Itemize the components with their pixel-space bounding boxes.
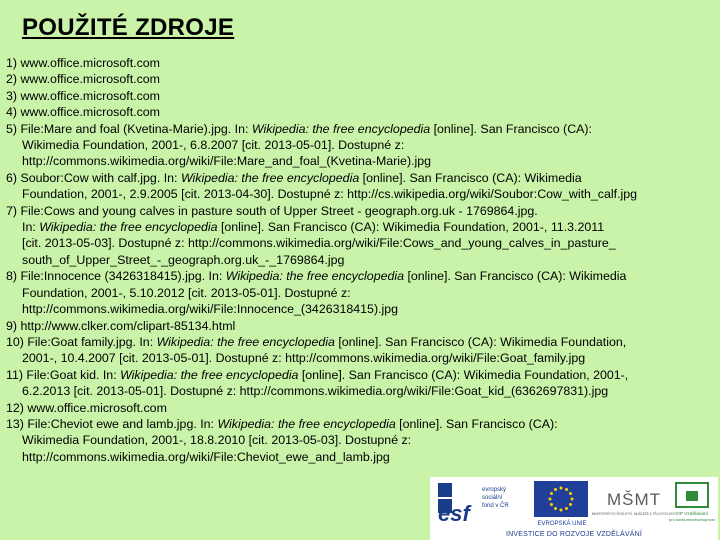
reference-text: 6.2.2013 [cit. 2013-05-01]. Dostupné z: http://commons.wikimedia.org/wiki/File:Goat_kid_(6362697831).jpg — [22, 384, 609, 399]
eu-star — [549, 498, 552, 501]
eu-star — [554, 507, 557, 510]
reference-continuation — [6, 350, 718, 366]
reference-continuation — [6, 449, 718, 465]
reference-text: [online]. San Francisco (CA): — [430, 121, 592, 136]
reference-item — [6, 88, 718, 104]
esf-text-3: fond v ČR — [482, 503, 509, 509]
op-text-1: OP Vzdělávání — [676, 512, 708, 517]
reference-item — [6, 416, 718, 432]
reference-text: [online]. San Francisco (CA): — [395, 416, 558, 431]
reference-item — [6, 170, 718, 186]
funding-logo-bar — [430, 477, 718, 540]
eu-star — [554, 488, 557, 491]
reference-continuation — [6, 432, 718, 448]
eu-star — [560, 487, 563, 490]
reference-source-title: Wikipedia: the free encyclopedia — [225, 269, 405, 284]
reference-text: http://commons.wikimedia.org/wiki/File:Innocence_(3426318415).jpg — [22, 302, 399, 317]
reference-item — [6, 121, 718, 137]
reference-text: south_of_Upper_Street_-_geograph.org.uk_-_1769864.jpg — [22, 252, 345, 267]
eu-star — [560, 509, 563, 512]
reference-text: Foundation, 2001-, 2.9.2005 [cit. 2013-04-30]. Dostupné z: http://cs.wikipedia.org/wiki/Soubor:Cow_with_calf.jpg — [22, 187, 638, 202]
reference-item — [6, 400, 718, 416]
eu-star — [550, 503, 553, 506]
reference-item — [6, 318, 718, 334]
reference-text: [online]. San Francisco (CA): Wikimedia — [359, 170, 582, 185]
reference-text: 13) File:Cheviot ewe and lamb.jpg. In: — [6, 416, 218, 431]
reference-continuation — [6, 301, 718, 317]
reference-text: [online]. San Francisco (CA): Wikimedia Foundation, 2001-, — [298, 367, 629, 382]
reference-continuation — [6, 186, 718, 202]
reference-source-title: Wikipedia: the free encyclopedia — [156, 334, 335, 349]
eu-star — [565, 507, 568, 510]
eu-star — [550, 492, 553, 495]
page-title: POUŽITÉ ZDROJE — [22, 14, 235, 41]
eu-star — [569, 492, 572, 495]
reference-item — [6, 367, 718, 383]
reference-list — [6, 55, 718, 465]
esf-logo — [436, 479, 516, 527]
reference-text: Wikimedia Foundation, 2001-, 6.8.2007 [cit. 2013-05-01]. Dostupné z: — [22, 138, 405, 153]
reference-item — [6, 104, 718, 120]
reference-item — [6, 55, 718, 71]
reference-continuation — [6, 235, 718, 251]
esf-text-1: evropský — [482, 487, 507, 493]
reference-text: 5) File:Mare and foal (Kvetina-Marie).jpg. In: — [6, 121, 252, 136]
eu-flag-logo — [526, 479, 598, 527]
reference-text: 4) www.office.microsoft.com — [6, 105, 161, 120]
reference-continuation — [6, 153, 718, 169]
reference-text: 1) www.office.microsoft.com — [6, 56, 161, 70]
reference-text: 2) www.office.microsoft.com — [6, 72, 161, 87]
reference-text: [cit. 2013-05-03]. Dostupné z: http://commons.wikimedia.org/wiki/File:Cows_and_young_calves_in_pasture_ — [22, 236, 616, 251]
op-logo — [668, 479, 716, 527]
reference-continuation — [6, 383, 718, 399]
reference-source-title: Wikipedia: the free encyclopedia — [120, 367, 299, 382]
op-text-2: pro konkurenceschopnost — [669, 517, 715, 522]
reference-text: 3) www.office.microsoft.com — [6, 88, 161, 103]
reference-continuation — [6, 137, 718, 153]
logo-caption: INVESTICE DO ROZVOJE VZDĚLÁVÁNÍ — [505, 531, 643, 538]
reference-text: 8) File:Innocence (3426318415).jpg. In: — [6, 269, 226, 284]
reference-source-title: Wikipedia: the free encyclopedia — [39, 220, 218, 235]
reference-text: 9) http://www.clker.com/clipart-85134.html — [6, 318, 236, 333]
reference-continuation — [6, 219, 718, 235]
esf-text-2: sociální — [482, 495, 503, 501]
eu-star — [565, 488, 568, 491]
reference-text: 6) Soubor:Cow with calf.jpg. In: — [6, 170, 181, 185]
reference-text: [online]. San Francisco (CA): Wikimedia Foundation, 2001-, 11.3.2011 — [217, 220, 605, 235]
reference-text: [online]. San Francisco (CA): Wikimedia — [404, 269, 627, 284]
esf-mark: esf — [438, 501, 470, 526]
reference-source-title: Wikipedia: the free encyclopedia — [180, 170, 360, 185]
reference-text: 11) File:Goat kid. In: — [6, 367, 121, 382]
reference-text: In: — [22, 220, 40, 235]
reference-text: 2001-, 10.4.2007 [cit. 2013-05-01]. Dostupné z: http://commons.wikimedia.org/wiki/File:Goat_family.jpg — [22, 351, 586, 366]
reference-text: [online]. San Francisco (CA): Wikimedia Foundation, — [334, 334, 627, 349]
reference-text: 12) www.office.microsoft.com — [6, 400, 167, 415]
reference-source-title: Wikipedia: the free encyclopedia — [217, 416, 396, 431]
reference-text: 10) File:Goat family.jpg. In: — [6, 334, 157, 349]
eu-text: EVROPSKÁ UNIE — [537, 521, 587, 527]
reference-continuation — [6, 252, 718, 268]
reference-text: 7) File:Cows and young calves in pasture south of Upper Street - geograph.org.uk - 1769864.jpg. — [6, 203, 538, 218]
reference-item — [6, 203, 718, 219]
reference-item — [6, 334, 718, 350]
msmt-sub: MINISTERSTVO ŠKOLSTVÍ, MLÁDEŽE A TĚLOVÝCHOVY — [591, 512, 677, 516]
eu-star — [569, 503, 572, 506]
reference-source-title: Wikipedia: the free encyclopedia — [251, 121, 431, 136]
reference-text: Wikimedia Foundation, 2001-, 18.8.2010 [cit. 2013-05-03]. Dostupné z: — [22, 433, 412, 448]
reference-text: Foundation, 2001-, 5.10.2012 [cit. 2013-05-01]. Dostupné z: — [22, 285, 351, 300]
eu-star — [571, 498, 574, 501]
reference-text: http://commons.wikimedia.org/wiki/File:Mare_and_foal_(Kvetina-Marie).jpg — [22, 154, 432, 169]
reference-item — [6, 268, 718, 284]
reference-continuation — [6, 285, 718, 301]
msmt-mark: MŠMT — [606, 490, 662, 509]
msmt-logo — [591, 479, 677, 527]
reference-item — [6, 71, 718, 87]
reference-text: http://commons.wikimedia.org/wiki/File:Cheviot_ewe_and_lamb.jpg — [22, 449, 390, 464]
